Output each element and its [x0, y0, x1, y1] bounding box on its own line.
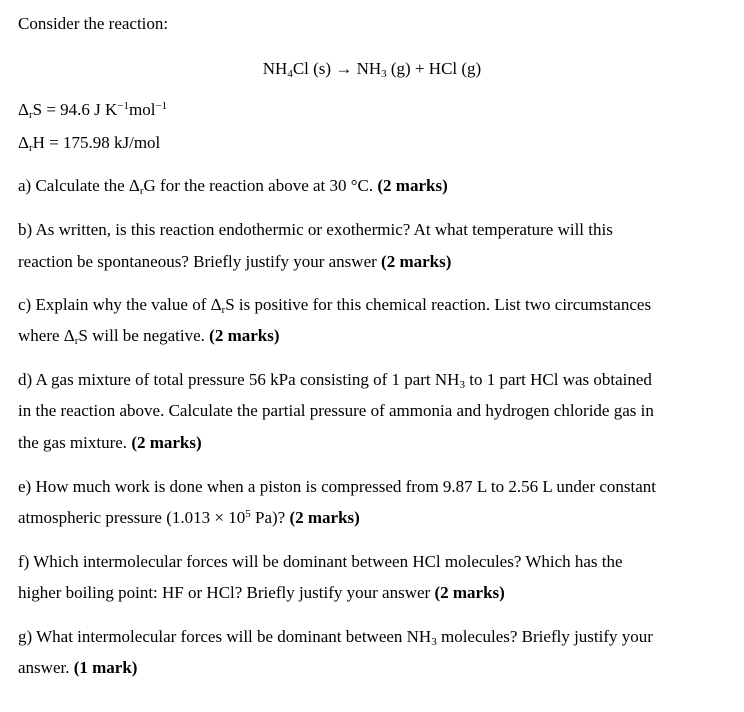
marks-label: (2 marks) — [377, 176, 448, 195]
question-c-line1: c) Explain why the value of $\Delta_rS$ is positive for this chemical reaction. List two circumstances — [18, 295, 652, 316]
question-b-line1: b) As written, is this reaction endothermic or exothermic? At what temperature will this — [18, 220, 613, 239]
entropy-value: $\Delta_rS = 94.6$ J $K^{-1}mol^{-1}$ — [18, 100, 168, 121]
question-f-line1: f) Which intermolecular forces will be dominant between HCl molecules? Which has the — [18, 552, 623, 571]
enthalpy-value: $\Delta_rH = 175.98$ kJ/mol — [18, 133, 161, 154]
reaction-equation: $NH_4Cl$ $(s) \to NH_3$ (g) + HCl (g) — [262, 59, 482, 80]
marks-label: (1 mark) — [73, 658, 138, 677]
question-f-line2: higher boiling point: HF or HCl? Briefly justify your answer (2 marks) — [18, 583, 505, 602]
question-b-line2: reaction be spontaneous? Briefly justify your answer (2 marks) — [18, 252, 452, 271]
question-d-line3: the gas mixture. (2 marks) — [18, 433, 202, 452]
question-c-line2: where $\Delta_rS$ will be negative. (2 marks) — [18, 326, 280, 347]
question-e-line1: e) How much work is done when a piston is compressed from 9.87 L to 2.56 L under constant — [18, 477, 657, 496]
question-d-line2: in the reaction above. Calculate the partial pressure of ammonia and hydrogen chloride gas in — [18, 401, 654, 420]
question-g-line2: answer. (1 mark) — [18, 658, 138, 677]
question-g-line1: g) What intermolecular forces will be dominant between $NH_3$ molecules? Briefly justify your — [18, 627, 653, 648]
marks-label: (2 marks) — [434, 583, 505, 602]
marks-label: (2 marks) — [289, 508, 360, 527]
marks-label: (2 marks) — [131, 433, 202, 452]
marks-label: (2 marks) — [381, 252, 452, 271]
question-d-line1: d) A gas mixture of total pressure 56 kPa consisting of 1 part $NH_3$ to 1 part HCl was obtained — [18, 370, 652, 391]
question-a: a) Calculate the $\Delta_rG$ for the reaction above at 30 °C. (2 marks) — [18, 176, 448, 197]
question-e-line2: atmospheric pressure ($1.013 \times 10^5$ Pa)? (2 marks) — [18, 508, 360, 527]
marks-label: (2 marks) — [209, 326, 280, 345]
intro-text: Consider the reaction: — [18, 14, 169, 33]
